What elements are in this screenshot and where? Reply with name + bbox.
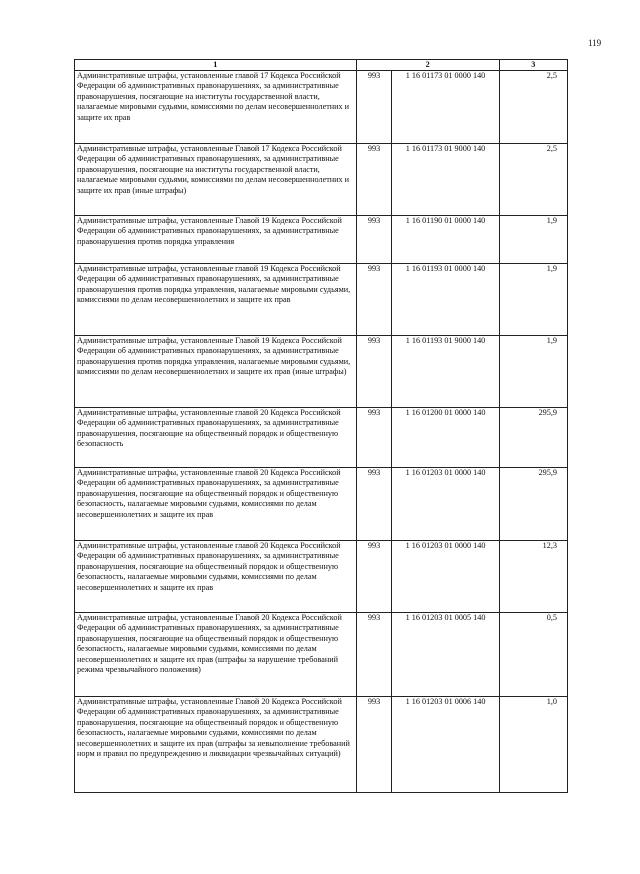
table-row — [75, 613, 568, 697]
row-admin-code: 993 — [356, 541, 392, 613]
row-amount: 2,5 — [499, 144, 567, 216]
row-amount: 12,3 — [499, 541, 567, 613]
row-budget-code: 1 16 01203 01 0000 140 — [392, 541, 499, 613]
row-description: Административные штрафы, установленные главой 20 Кодекса Российской Федерации об административных правонарушениях, за административные правонарушения, посягающие на общественный порядок и общественную безопасность, налагаемые мировыми судьями, комиссиями по делам несовершеннолетних и защите их прав — [75, 468, 357, 541]
row-description: Административные штрафы, установленные Главой 19 Кодекса Российской Федерации об административных правонарушениях, за административные правонарушения против порядка управления — [75, 216, 357, 264]
row-description: Административные штрафы, установленные главой 20 Кодекса Российской Федерации об административных правонарушениях, за административные правонарушения, посягающие на общественный порядок и общественную безопасность — [75, 408, 357, 468]
row-description: Административные штрафы, установленные Главой 20 Кодекса Российской Федерации об административных правонарушениях, за административные правонарушения, посягающие на общественный порядок и общественную безопасность, налагаемые мировыми судьями, комиссиями по делам несовершеннолетних и защите их прав (штрафы за нарушение требований режима чрезвычайного положения) — [75, 613, 357, 697]
row-description: Административные штрафы, установленные главой 19 Кодекса Российской Федерации об административных правонарушениях, за административные правонарушения против порядка управления, налагаемые мировыми судьями, комиссиями по делам несовершеннолетних и защите их прав — [75, 264, 357, 336]
row-amount: 2,5 — [499, 71, 567, 144]
table-row — [75, 144, 568, 216]
row-amount: 295,9 — [499, 468, 567, 541]
row-budget-code: 1 16 01190 01 0000 140 — [392, 216, 499, 264]
table-row — [75, 541, 568, 613]
revenue-table — [74, 59, 568, 793]
row-admin-code: 993 — [356, 336, 392, 408]
column-header-1: 1 — [75, 60, 357, 71]
table-row — [75, 216, 568, 264]
table-row — [75, 264, 568, 336]
table-row — [75, 71, 568, 144]
row-admin-code: 993 — [356, 408, 392, 468]
row-budget-code: 1 16 01200 01 0000 140 — [392, 408, 499, 468]
row-amount: 1,0 — [499, 697, 567, 793]
page-number: 119 — [588, 38, 602, 48]
row-description: Административные штрафы, установленные Главой 19 Кодекса Российской Федерации об административных правонарушениях, за административные правонарушения против порядка управления, налагаемые мировыми судьями, комиссиями по делам несовершеннолетних и защите их прав (иные штрафы) — [75, 336, 357, 408]
row-admin-code: 993 — [356, 468, 392, 541]
row-budget-code: 1 16 01193 01 9000 140 — [392, 336, 499, 408]
row-description: Административные штрафы, установленные Главой 17 Кодекса Российской Федерации об административных правонарушениях, за административные правонарушения, посягающие на институты государственной власти, налагаемые мировыми судьями, комиссиями по делам несовершеннолетних и защите их прав (иные штрафы) — [75, 144, 357, 216]
column-header-3: 3 — [499, 60, 567, 71]
row-admin-code: 993 — [356, 697, 392, 793]
row-amount: 1,9 — [499, 336, 567, 408]
row-amount: 0,5 — [499, 613, 567, 697]
row-admin-code: 993 — [356, 216, 392, 264]
row-budget-code: 1 16 01203 01 0000 140 — [392, 468, 499, 541]
row-budget-code: 1 16 01203 01 0006 140 — [392, 697, 499, 793]
row-amount: 1,9 — [499, 264, 567, 336]
table-row — [75, 408, 568, 468]
row-amount: 295,9 — [499, 408, 567, 468]
table-row — [75, 336, 568, 408]
row-description: Административные штрафы, установленные главой 20 Кодекса Российской Федерации об административных правонарушениях, за административные правонарушения, посягающие на общественный порядок и общественную безопасность, налагаемые мировыми судьями, комиссиями по делам несовершеннолетних и защите их прав — [75, 541, 357, 613]
row-amount: 1,9 — [499, 216, 567, 264]
table-header-row — [75, 60, 568, 71]
row-budget-code: 1 16 01193 01 0000 140 — [392, 264, 499, 336]
row-admin-code: 993 — [356, 264, 392, 336]
row-admin-code: 993 — [356, 71, 392, 144]
row-budget-code: 1 16 01203 01 0005 140 — [392, 613, 499, 697]
row-budget-code: 1 16 01173 01 0000 140 — [392, 71, 499, 144]
row-budget-code: 1 16 01173 01 9000 140 — [392, 144, 499, 216]
column-header-2: 2 — [356, 60, 499, 71]
row-admin-code: 993 — [356, 613, 392, 697]
table-row — [75, 468, 568, 541]
table-row — [75, 697, 568, 793]
row-admin-code: 993 — [356, 144, 392, 216]
row-description: Административные штрафы, установленные Главой 20 Кодекса Российской Федерации об административных правонарушениях, за административные правонарушения, посягающие на общественный порядок и общественную безопасность, налагаемые мировыми судьями, комиссиями по делам несовершеннолетних и защите их прав (штрафы за невыполнение требований норм и правил по предупреждению и ликвидации чрезвычайных ситуаций) — [75, 697, 357, 793]
row-description: Административные штрафы, установленные главой 17 Кодекса Российской Федерации об административных правонарушениях, за административные правонарушения, посягающие на институты государственной власти, налагаемые мировыми судьями, комиссиями по делам несовершеннолетних и защите их прав — [75, 71, 357, 144]
